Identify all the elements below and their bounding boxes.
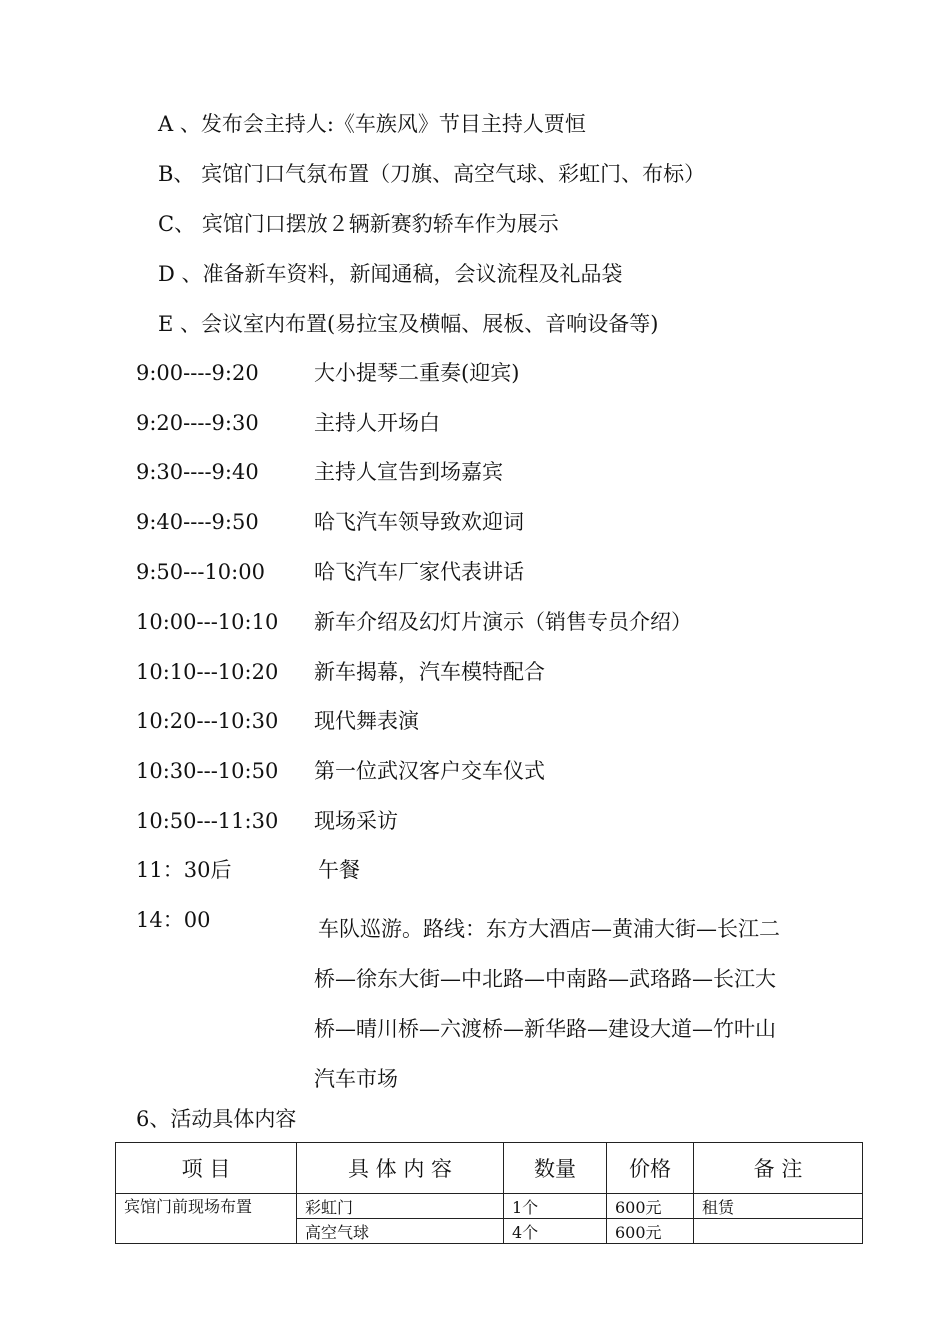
schedule-desc: 现场采访 [314, 809, 398, 833]
schedule-desc: 大小提琴二重奏(迎宾) [314, 361, 520, 385]
header-content: 具 体 内 容 [297, 1143, 504, 1194]
schedule-time: 11：30后 [136, 858, 232, 882]
parade-route-line: 汽车市场 [314, 1067, 398, 1091]
activity-items-table [115, 1142, 863, 1244]
table-cell: 租赁 [694, 1194, 863, 1219]
schedule-time: 10:20---10:30 [136, 709, 279, 733]
table-header-row [116, 1143, 863, 1194]
schedule-time: 10:00---10:10 [136, 610, 279, 634]
schedule-time: 9:30----9:40 [136, 460, 259, 484]
schedule-desc: 主持人宣告到场嘉宾 [314, 460, 503, 484]
table-cell: 宾馆门前现场布置 [116, 1194, 297, 1244]
prep-item-b: B、 宾馆门口气氛布置（刀旗、高空气球、彩虹门、布标） [158, 162, 706, 186]
schedule-desc: 哈飞汽车领导致欢迎词 [314, 510, 524, 534]
prep-item-e: E 、会议室内布置(易拉宝及横幅、展板、音响设备等) [158, 312, 659, 336]
header-item: 项 目 [116, 1143, 297, 1194]
schedule-time: 10:30---10:50 [136, 759, 279, 783]
schedule-desc: 现代舞表演 [314, 709, 419, 733]
schedule-time: 9:40----9:50 [136, 510, 259, 534]
table-cell: 1个 [504, 1194, 607, 1219]
section-title: 6、活动具体内容 [136, 1107, 297, 1131]
table-cell: 4个 [504, 1219, 607, 1244]
schedule-time: 9:50---10:00 [136, 560, 265, 584]
prep-item-c: C、 宾馆门口摆放２辆新赛豹轿车作为展示 [158, 212, 559, 236]
parade-route-desc [314, 904, 826, 1104]
schedule-desc: 主持人开场白 [314, 411, 440, 435]
table-cell: 600元 [607, 1194, 694, 1219]
schedule-desc: 新车揭幕，汽车模特配合 [314, 660, 545, 684]
header-quantity: 数量 [504, 1143, 607, 1194]
schedule-desc: 新车介绍及幻灯片演示（销售专员介绍） [314, 610, 692, 634]
table-cell: 高空气球 [297, 1219, 504, 1244]
table-cell: 600元 [607, 1219, 694, 1244]
schedule-desc: 哈飞汽车厂家代表讲话 [314, 560, 524, 584]
table-cell: 彩虹门 [297, 1194, 504, 1219]
header-remarks: 备 注 [694, 1143, 863, 1194]
schedule-time: 10:10---10:20 [136, 660, 279, 684]
schedule-time: 9:00----9:20 [136, 361, 259, 385]
schedule-desc: 午餐 [318, 858, 360, 882]
parade-route-line: 车队巡游。路线：东方大酒店—黄浦大街—长江二 [318, 917, 780, 941]
schedule-time: 14：00 [136, 908, 211, 932]
parade-route-line: 桥—晴川桥—六渡桥—新华路—建设大道—竹叶山 [314, 1017, 776, 1041]
schedule-desc: 第一位武汉客户交车仪式 [314, 759, 545, 783]
prep-item-a: A 、发布会主持人:《车族风》节目主持人贾恒 [158, 112, 586, 136]
table-row [116, 1194, 863, 1219]
prep-item-d: D 、准备新车资料，新闻通稿，会议流程及礼品袋 [158, 262, 623, 286]
header-price: 价格 [607, 1143, 694, 1194]
schedule-time: 9:20----9:30 [136, 411, 259, 435]
schedule-time: 10:50---11:30 [136, 809, 279, 833]
table-cell [694, 1219, 863, 1244]
parade-route-line: 桥—徐东大街—中北路—中南路—武珞路—长江大 [314, 967, 776, 991]
